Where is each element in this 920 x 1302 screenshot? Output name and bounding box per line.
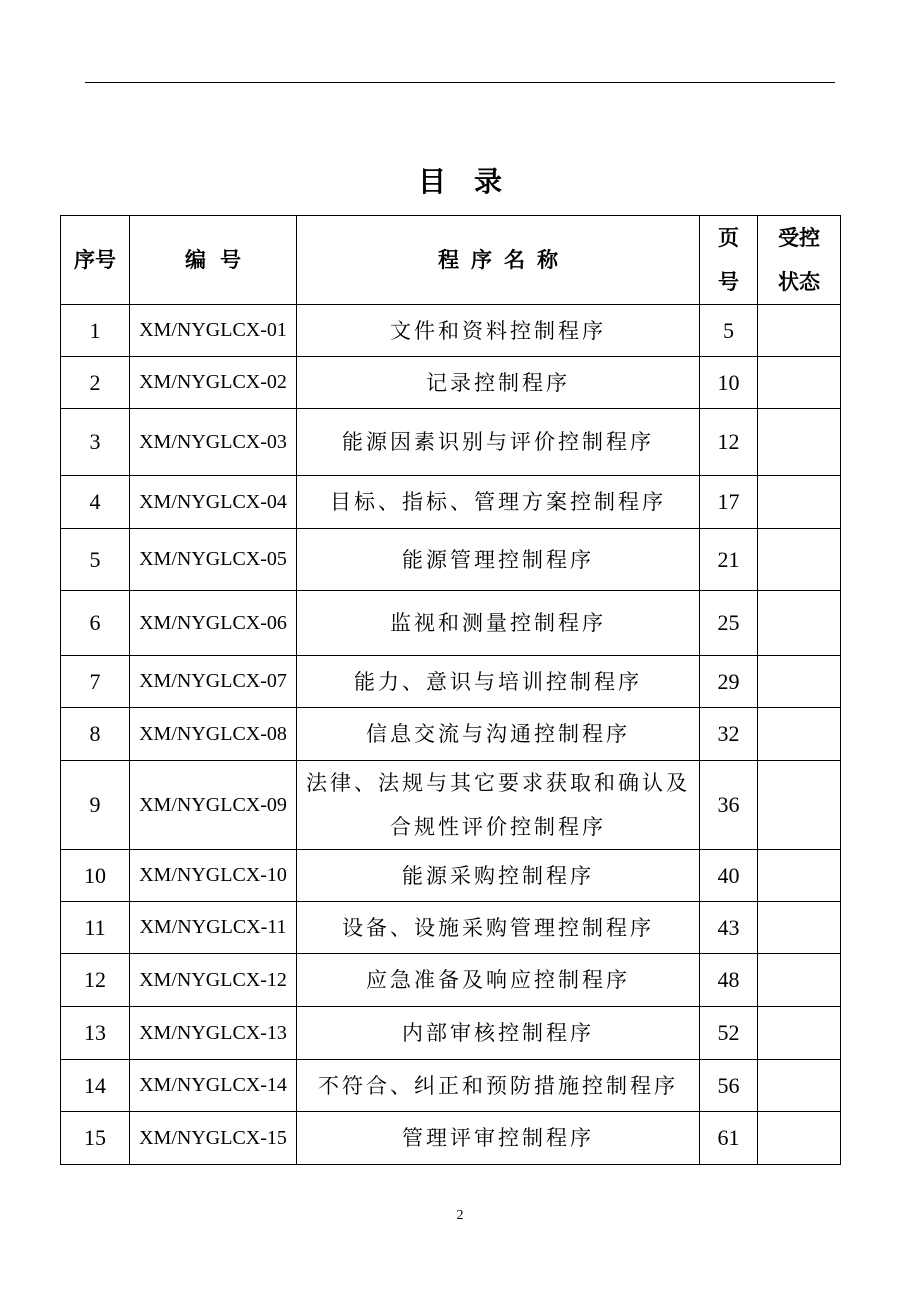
row-seq: 8 — [61, 708, 130, 761]
row-status — [758, 305, 841, 357]
table-row — [61, 476, 841, 529]
row-page: 52 — [700, 1007, 758, 1060]
row-name: 文件和资料控制程序 — [297, 305, 700, 357]
header-control-line1: 受控 — [778, 226, 820, 250]
row-name: 不符合、纠正和预防措施控制程序 — [297, 1060, 700, 1112]
row-code: XM/NYGLCX-03 — [130, 409, 297, 476]
header-seq: 序号 — [61, 216, 130, 305]
table-row — [61, 656, 841, 708]
row-code: XM/NYGLCX-13 — [130, 1007, 297, 1060]
row-seq: 1 — [61, 305, 130, 357]
row-code: XM/NYGLCX-10 — [130, 850, 297, 902]
row-name: 内部审核控制程序 — [297, 1007, 700, 1060]
row-seq: 13 — [61, 1007, 130, 1060]
header-name: 程序名称 — [297, 216, 700, 305]
row-page: 21 — [700, 529, 758, 591]
row-seq: 7 — [61, 656, 130, 708]
row-name-line2: 合规性评价控制程序 — [390, 815, 606, 839]
row-status — [758, 708, 841, 761]
row-code: XM/NYGLCX-04 — [130, 476, 297, 529]
row-status — [758, 1007, 841, 1060]
row-status — [758, 357, 841, 409]
table-row — [61, 357, 841, 409]
header-control-status — [758, 216, 841, 305]
page-number: 2 — [456, 1208, 464, 1223]
row-code: XM/NYGLCX-01 — [130, 305, 297, 357]
table-row — [61, 708, 841, 761]
row-name: 管理评审控制程序 — [297, 1112, 700, 1165]
table-row — [61, 761, 841, 850]
row-code: XM/NYGLCX-02 — [130, 357, 297, 409]
row-page: 25 — [700, 591, 758, 656]
row-seq: 11 — [61, 902, 130, 954]
row-name: 应急准备及响应控制程序 — [297, 954, 700, 1007]
header-rule — [85, 82, 835, 83]
row-code: XM/NYGLCX-06 — [130, 591, 297, 656]
row-name: 监视和测量控制程序 — [297, 591, 700, 656]
row-code: XM/NYGLCX-07 — [130, 656, 297, 708]
row-name: 设备、设施采购管理控制程序 — [297, 902, 700, 954]
table-row — [61, 1060, 841, 1112]
row-status — [758, 591, 841, 656]
row-name: 能源因素识别与评价控制程序 — [297, 409, 700, 476]
row-seq: 14 — [61, 1060, 130, 1112]
table-row — [61, 1007, 841, 1060]
row-code: XM/NYGLCX-11 — [130, 902, 297, 954]
row-status — [758, 409, 841, 476]
row-status — [758, 529, 841, 591]
table-row — [61, 850, 841, 902]
row-status — [758, 850, 841, 902]
row-seq: 9 — [61, 761, 130, 850]
row-page: 5 — [700, 305, 758, 357]
header-code: 编号 — [130, 216, 297, 305]
row-seq: 6 — [61, 591, 130, 656]
row-name: 信息交流与沟通控制程序 — [297, 708, 700, 761]
row-name: 能源采购控制程序 — [297, 850, 700, 902]
row-page: 32 — [700, 708, 758, 761]
row-seq: 12 — [61, 954, 130, 1007]
row-seq: 5 — [61, 529, 130, 591]
row-code: XM/NYGLCX-08 — [130, 708, 297, 761]
header-row — [61, 216, 841, 305]
row-seq: 3 — [61, 409, 130, 476]
header-page-line2: 号 — [718, 270, 739, 294]
row-page: 56 — [700, 1060, 758, 1112]
row-name: 能力、意识与培训控制程序 — [297, 656, 700, 708]
toc-table — [60, 215, 841, 1165]
row-name: 目标、指标、管理方案控制程序 — [297, 476, 700, 529]
row-page: 36 — [700, 761, 758, 850]
row-page: 43 — [700, 902, 758, 954]
table-row — [61, 902, 841, 954]
row-page: 29 — [700, 656, 758, 708]
row-seq: 15 — [61, 1112, 130, 1165]
row-status — [758, 656, 841, 708]
row-status — [758, 761, 841, 850]
row-code: XM/NYGLCX-05 — [130, 529, 297, 591]
row-seq: 2 — [61, 357, 130, 409]
row-name: 能源管理控制程序 — [297, 529, 700, 591]
row-status — [758, 954, 841, 1007]
row-page: 48 — [700, 954, 758, 1007]
table-row — [61, 529, 841, 591]
row-code: XM/NYGLCX-14 — [130, 1060, 297, 1112]
row-code: XM/NYGLCX-09 — [130, 761, 297, 850]
header-control-line2: 状态 — [778, 270, 820, 294]
row-name — [297, 761, 700, 850]
row-status — [758, 1112, 841, 1165]
row-page: 10 — [700, 357, 758, 409]
row-code: XM/NYGLCX-15 — [130, 1112, 297, 1165]
row-page: 40 — [700, 850, 758, 902]
row-status — [758, 902, 841, 954]
row-name-line1: 法律、法规与其它要求获取和确认及 — [306, 771, 690, 795]
row-seq: 4 — [61, 476, 130, 529]
row-name: 记录控制程序 — [297, 357, 700, 409]
row-status — [758, 476, 841, 529]
table-row — [61, 409, 841, 476]
table-row — [61, 305, 841, 357]
table-row — [61, 591, 841, 656]
row-page: 12 — [700, 409, 758, 476]
row-page: 17 — [700, 476, 758, 529]
header-page-line1: 页 — [718, 226, 739, 250]
row-page: 61 — [700, 1112, 758, 1165]
row-seq: 10 — [61, 850, 130, 902]
table-row — [61, 954, 841, 1007]
row-status — [758, 1060, 841, 1112]
row-code: XM/NYGLCX-12 — [130, 954, 297, 1007]
header-page — [700, 216, 758, 305]
table-row — [61, 1112, 841, 1165]
page-title: 目录 — [417, 165, 530, 198]
